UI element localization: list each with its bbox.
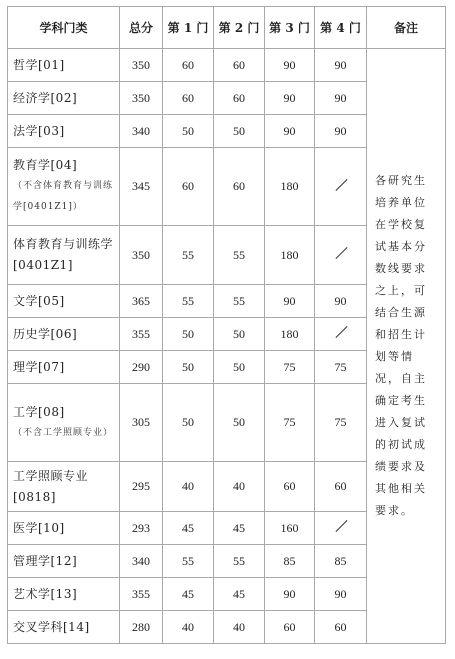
- total-score-cell: 290: [120, 351, 163, 384]
- subject-score-cell: 40: [214, 462, 265, 512]
- subject-cell: [8, 285, 120, 318]
- subject-score-cell: 50: [163, 318, 214, 351]
- subject-score-cell: 90: [315, 49, 367, 82]
- subject-score-cell: 75: [315, 384, 367, 462]
- subject-name: 教育学[04]: [13, 158, 78, 172]
- subject-score-cell: 85: [265, 545, 315, 578]
- subject-score-cell: [315, 148, 367, 226]
- subject-cell: [8, 82, 120, 115]
- subject-score-cell: 160: [265, 512, 315, 545]
- subject-score-cell: 75: [265, 384, 315, 462]
- subject-name: 经济学[02]: [13, 90, 78, 105]
- subject-score-cell: 60: [163, 82, 214, 115]
- subject-score-cell: 45: [214, 578, 265, 611]
- subject-name: 医学[10]: [13, 520, 65, 535]
- subject-name: 体育教育与训练学[0401Z1]: [13, 237, 114, 272]
- not-applicable-slash: [335, 179, 347, 191]
- subject-score-cell: 40: [214, 611, 265, 644]
- not-applicable-slash: [335, 520, 347, 532]
- total-score-cell: 295: [120, 462, 163, 512]
- subject-score-cell: 90: [315, 82, 367, 115]
- total-score-cell: 293: [120, 512, 163, 545]
- subject-note: （不含工学照顾专业）: [13, 427, 114, 438]
- header-subject-2: 第 2 门: [214, 7, 265, 49]
- subject-name: 法学[03]: [13, 123, 65, 138]
- subject-score-cell: 55: [163, 285, 214, 318]
- subject-score-cell: 90: [265, 285, 315, 318]
- subject-score-cell: 180: [265, 148, 315, 226]
- total-score-cell: 350: [120, 49, 163, 82]
- subject-name: 管理学[12]: [13, 553, 78, 568]
- subject-score-cell: 60: [265, 462, 315, 512]
- header-subject: 学科门类: [8, 7, 120, 49]
- remarks-cell: 各研究生培养单位在学校复试基本分数线要求之上，可结合生源和招生计划等情况，自主确定考生进入复试的初试成绩要求及其他相关要求。: [367, 49, 446, 644]
- subject-name: 艺术学[13]: [13, 586, 78, 601]
- subject-score-cell: 180: [265, 226, 315, 285]
- header-subject-4: 第 4 门: [315, 7, 367, 49]
- header-total: 总分: [120, 7, 163, 49]
- not-applicable-slash: [335, 247, 347, 259]
- subject-note: （不含体育教育与训练学[0401Z1]）: [13, 181, 114, 212]
- subject-score-cell: 90: [265, 82, 315, 115]
- subject-cell: [8, 318, 120, 351]
- subject-name: 哲学[01]: [13, 57, 65, 72]
- subject-score-cell: 50: [163, 115, 214, 148]
- subject-name: 交叉学科[14]: [13, 619, 90, 634]
- subject-score-cell: 60: [214, 49, 265, 82]
- subject-score-cell: 45: [163, 512, 214, 545]
- subject-cell: [8, 226, 120, 285]
- subject-score-cell: 60: [315, 462, 367, 512]
- total-score-cell: 355: [120, 578, 163, 611]
- not-applicable-slash: [335, 326, 347, 338]
- subject-score-cell: [315, 226, 367, 285]
- subject-cell: [8, 462, 120, 512]
- subject-score-cell: 60: [265, 611, 315, 644]
- subject-score-cell: 50: [214, 318, 265, 351]
- subject-score-cell: 50: [214, 115, 265, 148]
- subject-score-cell: 45: [214, 512, 265, 545]
- subject-cell: [8, 49, 120, 82]
- header-subject-3: 第 3 门: [265, 7, 315, 49]
- subject-score-cell: 50: [163, 351, 214, 384]
- subject-score-cell: 75: [315, 351, 367, 384]
- header-subject-1: 第 1 门: [163, 7, 214, 49]
- subject-score-cell: 75: [265, 351, 315, 384]
- total-score-cell: 305: [120, 384, 163, 462]
- subject-cell: [8, 512, 120, 545]
- total-score-cell: 340: [120, 545, 163, 578]
- subject-score-cell: [315, 318, 367, 351]
- total-score-cell: 350: [120, 226, 163, 285]
- subject-score-cell: [315, 512, 367, 545]
- total-score-cell: 365: [120, 285, 163, 318]
- subject-score-cell: 55: [163, 545, 214, 578]
- subject-cell: [8, 611, 120, 644]
- subject-score-cell: 55: [163, 226, 214, 285]
- subject-name: 历史学[06]: [13, 326, 78, 341]
- total-score-cell: 345: [120, 148, 163, 226]
- subject-name: 文学[05]: [13, 293, 65, 308]
- subject-score-cell: 55: [214, 226, 265, 285]
- header-note: 备注: [367, 7, 446, 49]
- subject-score-cell: 45: [163, 578, 214, 611]
- subject-score-cell: 50: [214, 384, 265, 462]
- subject-score-cell: 50: [214, 351, 265, 384]
- subject-score-cell: 90: [315, 115, 367, 148]
- subject-score-cell: 60: [315, 611, 367, 644]
- subject-score-cell: 180: [265, 318, 315, 351]
- subject-score-cell: 90: [315, 285, 367, 318]
- subject-name: 工学照顾专业[0818]: [13, 468, 89, 504]
- subject-score-cell: 90: [265, 49, 315, 82]
- subject-score-cell: 60: [163, 49, 214, 82]
- subject-name: 工学[08]: [13, 404, 65, 419]
- subject-name: 理学[07]: [13, 359, 65, 374]
- subject-cell: [8, 545, 120, 578]
- subject-score-cell: 60: [214, 82, 265, 115]
- subject-score-cell: 40: [163, 462, 214, 512]
- subject-score-cell: 55: [214, 545, 265, 578]
- score-table-container: [7, 6, 446, 644]
- subject-score-cell: 60: [163, 148, 214, 226]
- subject-score-cell: 50: [163, 384, 214, 462]
- total-score-cell: 280: [120, 611, 163, 644]
- subject-cell: [8, 384, 120, 462]
- total-score-cell: 355: [120, 318, 163, 351]
- total-score-cell: 340: [120, 115, 163, 148]
- score-table: [7, 6, 446, 644]
- subject-score-cell: 90: [315, 578, 367, 611]
- subject-score-cell: 85: [315, 545, 367, 578]
- subject-score-cell: 90: [265, 578, 315, 611]
- total-score-cell: 350: [120, 82, 163, 115]
- table-header-row: [8, 7, 446, 49]
- subject-score-cell: 60: [214, 148, 265, 226]
- subject-cell: [8, 351, 120, 384]
- subject-score-cell: 90: [265, 115, 315, 148]
- subject-cell: [8, 115, 120, 148]
- subject-cell: [8, 578, 120, 611]
- table-row: [8, 49, 446, 82]
- subject-cell: [8, 148, 120, 226]
- subject-score-cell: 40: [163, 611, 214, 644]
- subject-score-cell: 55: [214, 285, 265, 318]
